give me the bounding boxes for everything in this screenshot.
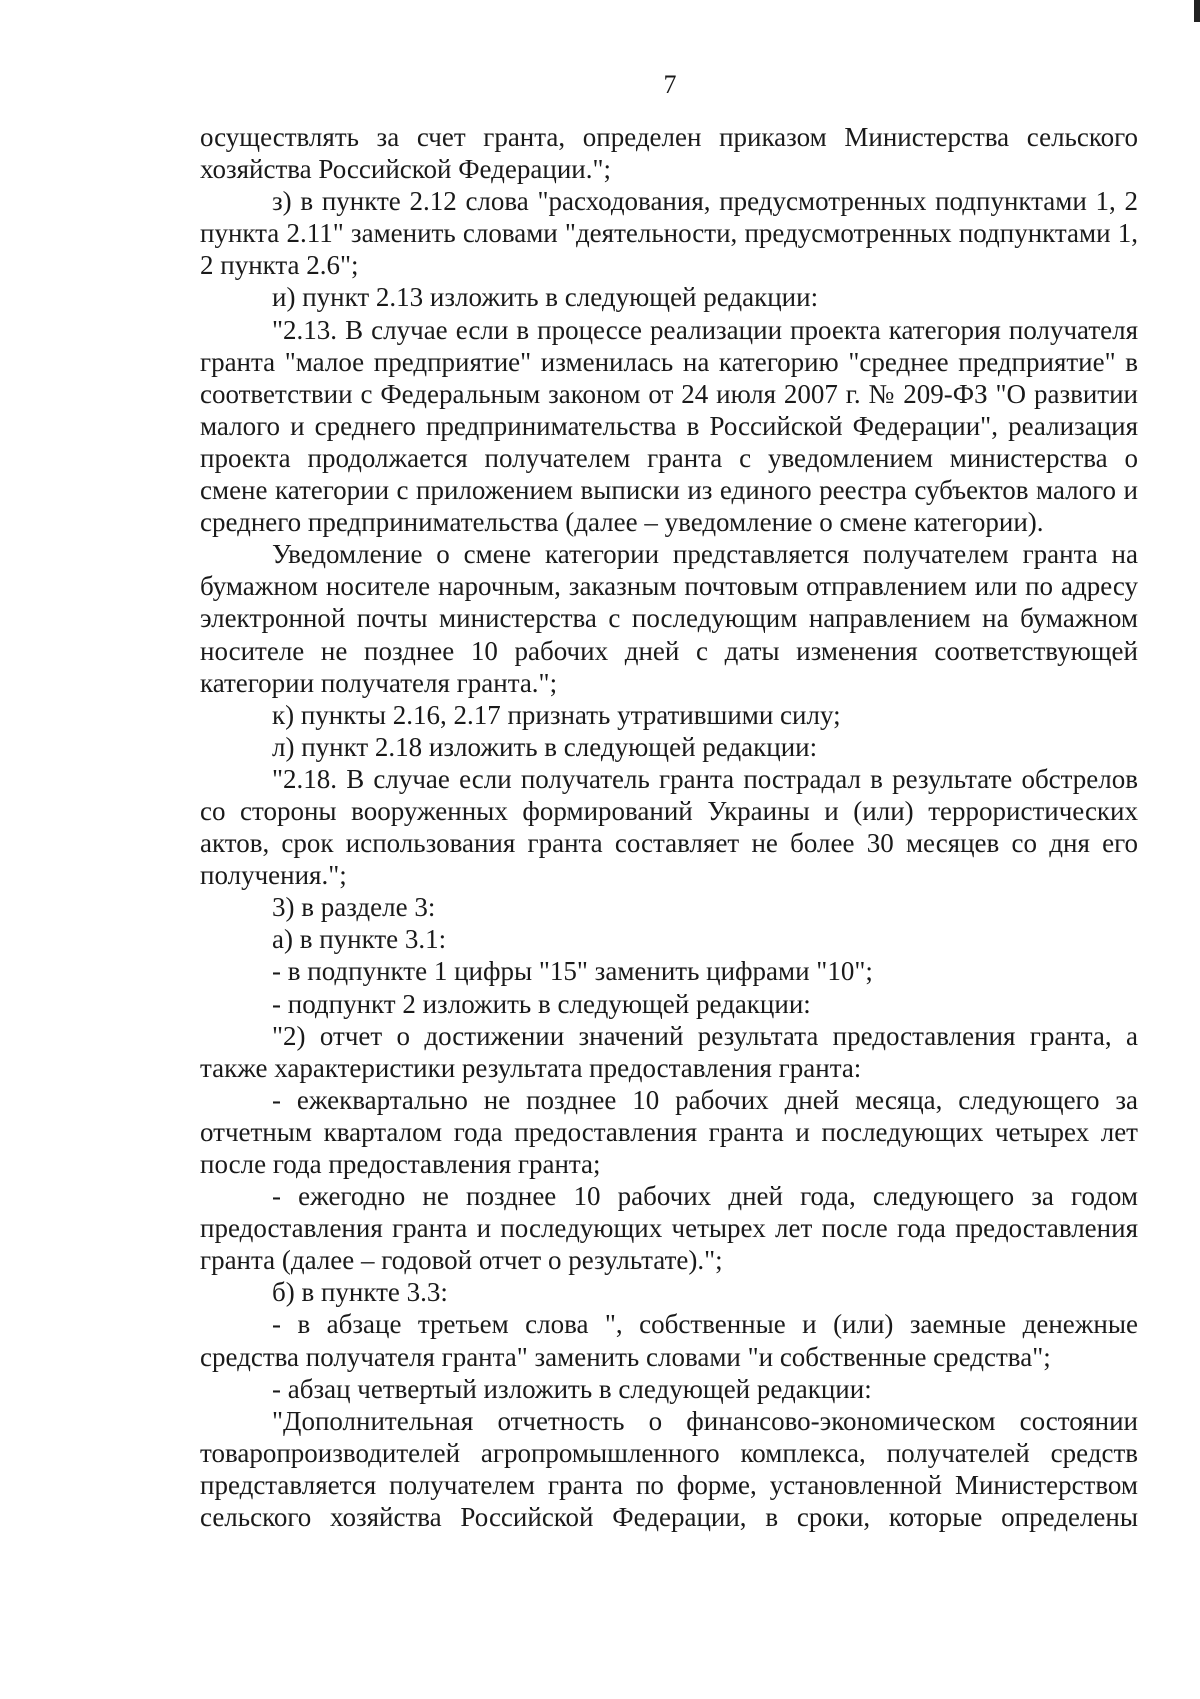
paragraph: - ежеквартально не позднее 10 рабочих дней месяца, следующего за отчетным кварталом года предоставления гранта и последующих четырех лет после года предоставления гранта;	[200, 1084, 1138, 1179]
paragraph: з) в пункте 2.12 слова "расходования, предусмотренных подпунктами 1, 2 пункта 2.11" заменить словами "деятельности, предусмотренных подпунктами 1, 2 пункта 2.6";	[200, 186, 1138, 281]
paragraph: а) в пункте 3.1:	[272, 924, 447, 955]
paragraph: - подпункт 2 изложить в следующей редакции:	[272, 988, 811, 1019]
paragraph: - ежегодно не позднее 10 рабочих дней года, следующего за годом предоставления гранта и последующих четырех лет после года предоставления гранта (далее – годовой отчет о результате).";	[200, 1181, 1138, 1276]
page-number: 7	[663, 70, 677, 99]
paragraph: Уведомление о смене категории представляется получателем гранта на бумажном носителе нарочным, заказным почтовым отправлением или по адресу электронной почты министерства с последующим направлением на бумажном носителе не позднее 10 рабочих дней с даты изменения соответствующей категории получателя гранта.";	[200, 539, 1138, 698]
paragraph: "2.18. В случае если получатель гранта пострадал в результате обстрелов со стороны вооруженных формирований Украины и (или) террористических актов, срок использования гранта составляет не более 30 месяцев со дня его получения.";	[200, 763, 1138, 891]
document-body	[200, 121, 1138, 1533]
paragraph: - в подпункте 1 цифры "15" заменить цифрами "10";	[272, 956, 873, 987]
paragraph: "2) отчет о достижении значений результата предоставления гранта, а также характеристики результата предоставления гранта:	[200, 1020, 1138, 1083]
paragraph: и) пункт 2.13 изложить в следующей редакции:	[272, 282, 819, 313]
paragraph: осуществлять за счет гранта, определен приказом Министерства сельского хозяйства Российской Федерации.";	[200, 122, 1138, 185]
paragraph: 3) в разделе 3:	[272, 892, 436, 923]
paragraph: - абзац четвертый изложить в следующей редакции:	[272, 1373, 872, 1404]
paragraph: "2.13. В случае если в процессе реализации проекта категория получателя гранта "малое предприятие" изменилась на категорию "среднее предприятие" в соответствии с Федеральным законом от 24 июля 2007 г. № 209-ФЗ "О развитии малого и среднего предпринимательства в Российской Федерации", реализация проекта продолжается получателем гранта с уведомлением министерства о смене категории с приложением выписки из единого реестра субъектов малого и среднего предпринимательства (далее – уведомление о смене категории).	[200, 314, 1138, 538]
paragraph: б) в пункте 3.3:	[272, 1277, 448, 1308]
paragraph: - в абзаце третьем слова ", собственные и (или) заемные денежные средства получателя гранта" заменить словами "и собственные средства";	[200, 1309, 1138, 1372]
paragraph: л) пункт 2.18 изложить в следующей редакции:	[272, 731, 818, 762]
paragraph: "Дополнительная отчетность о финансово-экономическом состоянии товаропроизводителей агропромышленного комплекса, получателей средств представляется получателем гранта по форме, установленной Министерством сельского хозяйства Российской Федерации, в сроки, которые определены	[200, 1405, 1138, 1533]
paragraph: к) пункты 2.16, 2.17 признать утратившими силу;	[272, 699, 841, 730]
scan-edge-mark	[1194, 0, 1200, 22]
